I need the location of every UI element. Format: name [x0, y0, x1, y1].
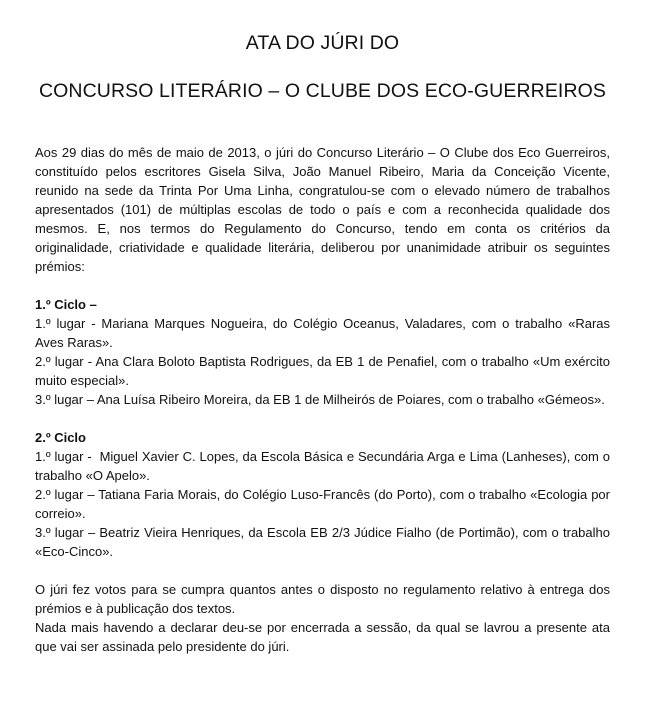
- document-title: ATA DO JÚRI DO: [245, 32, 400, 54]
- prize-separator: –: [83, 392, 97, 407]
- closing-paragraph-1: O júri fez votos para se cumpra quantos antes o disposto no regulamento relativo à entrega dos prémios e à publicação dos textos.: [35, 582, 610, 616]
- closing-section: [35, 580, 610, 656]
- cycle1-prize-1: [35, 314, 610, 352]
- cycle1-prize-3: [35, 390, 610, 409]
- cycle1-section: [35, 295, 610, 409]
- prize-label: 1.º lugar: [35, 449, 84, 464]
- cycle2-prize-3: [35, 523, 610, 561]
- prize-text: Ana Clara Boloto Baptista Rodrigues, da EB 1 de Penafiel, com o trabalho «Um exército muito especial».: [35, 354, 610, 388]
- prize-separator: -: [85, 316, 102, 331]
- cycle2-prize-1: [35, 447, 610, 485]
- prize-text: Mariana Marques Nogueira, do Colégio Oceanus, Valadares, com o trabalho «Raras Aves Raras».: [35, 316, 610, 350]
- prize-label: 3.º lugar: [35, 525, 84, 540]
- cycle2-prize-2: [35, 485, 610, 523]
- closing-paragraph-2: Nada mais havendo a declarar deu-se por encerrada a sessão, da qual se lavrou a presente ata que vai ser assinada pelo presidente do júri.: [35, 620, 610, 654]
- cycle2-heading: 2.º Ciclo: [35, 430, 86, 445]
- prize-separator: –: [83, 525, 100, 540]
- prize-separator: -: [83, 354, 96, 369]
- prize-label: 3.º lugar: [35, 392, 84, 407]
- cycle1-heading: 1.º Ciclo –: [35, 297, 97, 312]
- prize-separator: -: [83, 449, 100, 464]
- prize-text: Miguel Xavier C. Lopes, da Escola Básica e Secundária Arga e Lima (Lanheses), com o trabalho «O Apelo».: [35, 449, 611, 483]
- prize-text: Beatriz Vieira Henriques, da Escola EB 2/3 Júdice Fialho (de Portimão), com o trabalho «Eco-Cinco».: [35, 525, 610, 559]
- prize-text: Ana Luísa Ribeiro Moreira, da EB 1 de Milheirós de Poiares, com o trabalho «Gémeos».: [96, 392, 605, 407]
- prize-text: Tatiana Faria Morais, do Colégio Luso-Francês (do Porto), com o trabalho «Ecologia por correio».: [35, 487, 610, 521]
- prize-label: 2.º lugar: [35, 487, 84, 502]
- cycle2-section: [35, 428, 610, 561]
- prize-separator: –: [83, 487, 99, 502]
- prize-label: 2.º lugar: [35, 354, 84, 369]
- prize-label: 1.º lugar: [35, 316, 86, 331]
- cycle1-prize-2: [35, 352, 610, 390]
- intro-paragraph: Aos 29 dias do mês de maio de 2013, o júri do Concurso Literário – O Clube dos Eco Guerreiros, constituído pelos escritores Gisela Silva, João Manuel Ribeiro, Maria da Conceição Vicente, reunido na sede da Trinta Por Uma Linha, congratulou-se com o elevado número de trabalhos apresentados (101) de múltiplas escolas de todo o país e com a reconhecida qualidade dos mesmos. E, nos termos do Regulamento do Concurso, tendo em conta os critérios da originalidade, criatividade e qualidade literária, deliberou por unanimidade atribuir os seguintes prémios:: [35, 145, 610, 274]
- document-subtitle: CONCURSO LITERÁRIO – O CLUBE DOS ECO-GUERREIROS: [38, 80, 607, 102]
